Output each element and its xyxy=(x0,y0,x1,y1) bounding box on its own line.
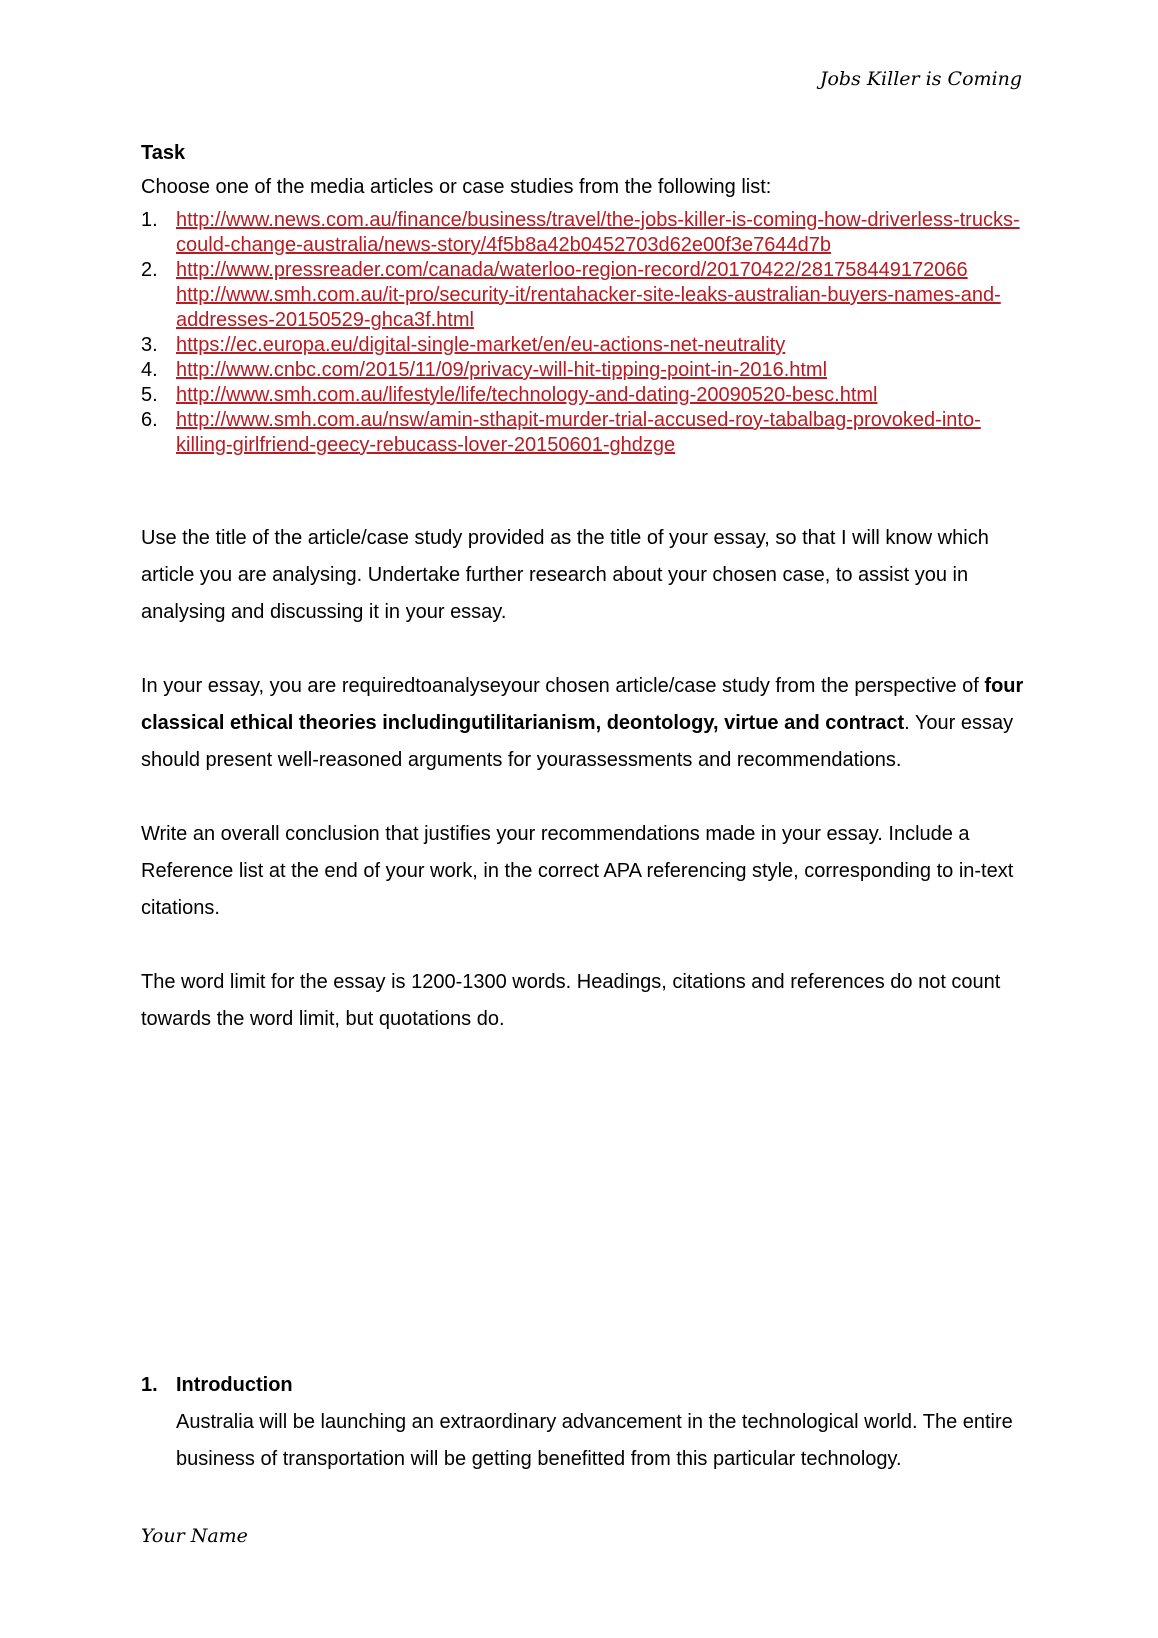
list-number: 4. xyxy=(141,359,158,381)
article-link[interactable]: http://www.news.com.au/finance/business/travel/the-jobs-killer-is-coming-how-driverless-trucks-could-change-australia/news-story/4f5b8a42b0452703d62e00f3e7644d7b xyxy=(176,209,1020,256)
article-link[interactable]: http://www.smh.com.au/lifestyle/life/technology-and-dating-20090520-besc.html xyxy=(176,384,878,406)
section-number: 1. xyxy=(141,1374,158,1396)
list-number: 3. xyxy=(141,334,158,356)
instruction-paragraph-conclusion: Write an overall conclusion that justifies your recommendations made in your essay. Include a Reference list at the end of your work, in the correct APA referencing style, corresponding to in-text citations. xyxy=(141,823,1014,919)
article-link[interactable]: http://www.cnbc.com/2015/11/09/privacy-will-hit-tipping-point-in-2016.html xyxy=(176,359,828,381)
list-item xyxy=(141,358,1026,383)
list-number: 1. xyxy=(141,209,158,231)
paragraph-text: . Your essay should present well-reasoned arguments for yourassessments and recommendations. xyxy=(141,712,1014,771)
list-item xyxy=(141,408,1026,458)
emphasis-text: four classical ethical theories includingutilitarianism, deontology, virtue and contract xyxy=(141,675,1024,734)
running-footer: Your Name xyxy=(141,1525,248,1547)
instruction-paragraph-theories xyxy=(141,668,1026,779)
task-intro: Choose one of the media articles or case studies from the following list: xyxy=(141,176,772,198)
list-item xyxy=(141,333,1026,358)
list-item xyxy=(141,258,1026,333)
instruction-paragraph-word-limit: The word limit for the essay is 1200-1300 words. Headings, citations and references do not count towards the word limit, but quotations do. xyxy=(141,971,1001,1030)
paragraph-text: In your essay, you are requiredtoanalyseyour chosen article/case study from the perspective of xyxy=(141,675,985,697)
list-number: 6. xyxy=(141,409,158,431)
introduction-section xyxy=(141,1370,1026,1478)
article-link[interactable]: http://www.pressreader.com/canada/waterloo-region-record/20170422/281758449172066 xyxy=(176,259,968,281)
article-link[interactable]: http://www.smh.com.au/it-pro/security-it/rentahacker-site-leaks-australian-buyers-names-and-addresses-20150529-ghca3f.html xyxy=(176,284,1001,331)
task-heading: Task xyxy=(141,142,186,164)
list-item xyxy=(141,208,1026,258)
section-title: Introduction xyxy=(176,1374,293,1396)
article-link[interactable]: https://ec.europa.eu/digital-single-market/en/eu-actions-net-neutrality xyxy=(176,334,786,356)
list-number: 2. xyxy=(141,259,158,281)
section-heading xyxy=(141,1370,1026,1400)
article-link-list xyxy=(141,208,1026,458)
article-link[interactable]: http://www.smh.com.au/nsw/amin-sthapit-murder-trial-accused-roy-tabalbag-provoked-into-killing-girlfriend-geecy-rebucass-lover-20150601-ghdzge xyxy=(176,409,981,456)
instruction-paragraph-title: Use the title of the article/case study provided as the title of your essay, so that I will know which article you are analysing. Undertake further research about your chosen case, to assist you in analysing and discussing it in your essay. xyxy=(141,527,989,623)
list-number: 5. xyxy=(141,384,158,406)
list-item xyxy=(141,383,1026,408)
task-section xyxy=(141,138,1026,1038)
section-body: Australia will be launching an extraordinary advancement in the technological world. The entire business of transportation will be getting benefitted from this particular technology. xyxy=(176,1411,1013,1470)
running-header: Jobs Killer is Coming xyxy=(819,68,1022,90)
